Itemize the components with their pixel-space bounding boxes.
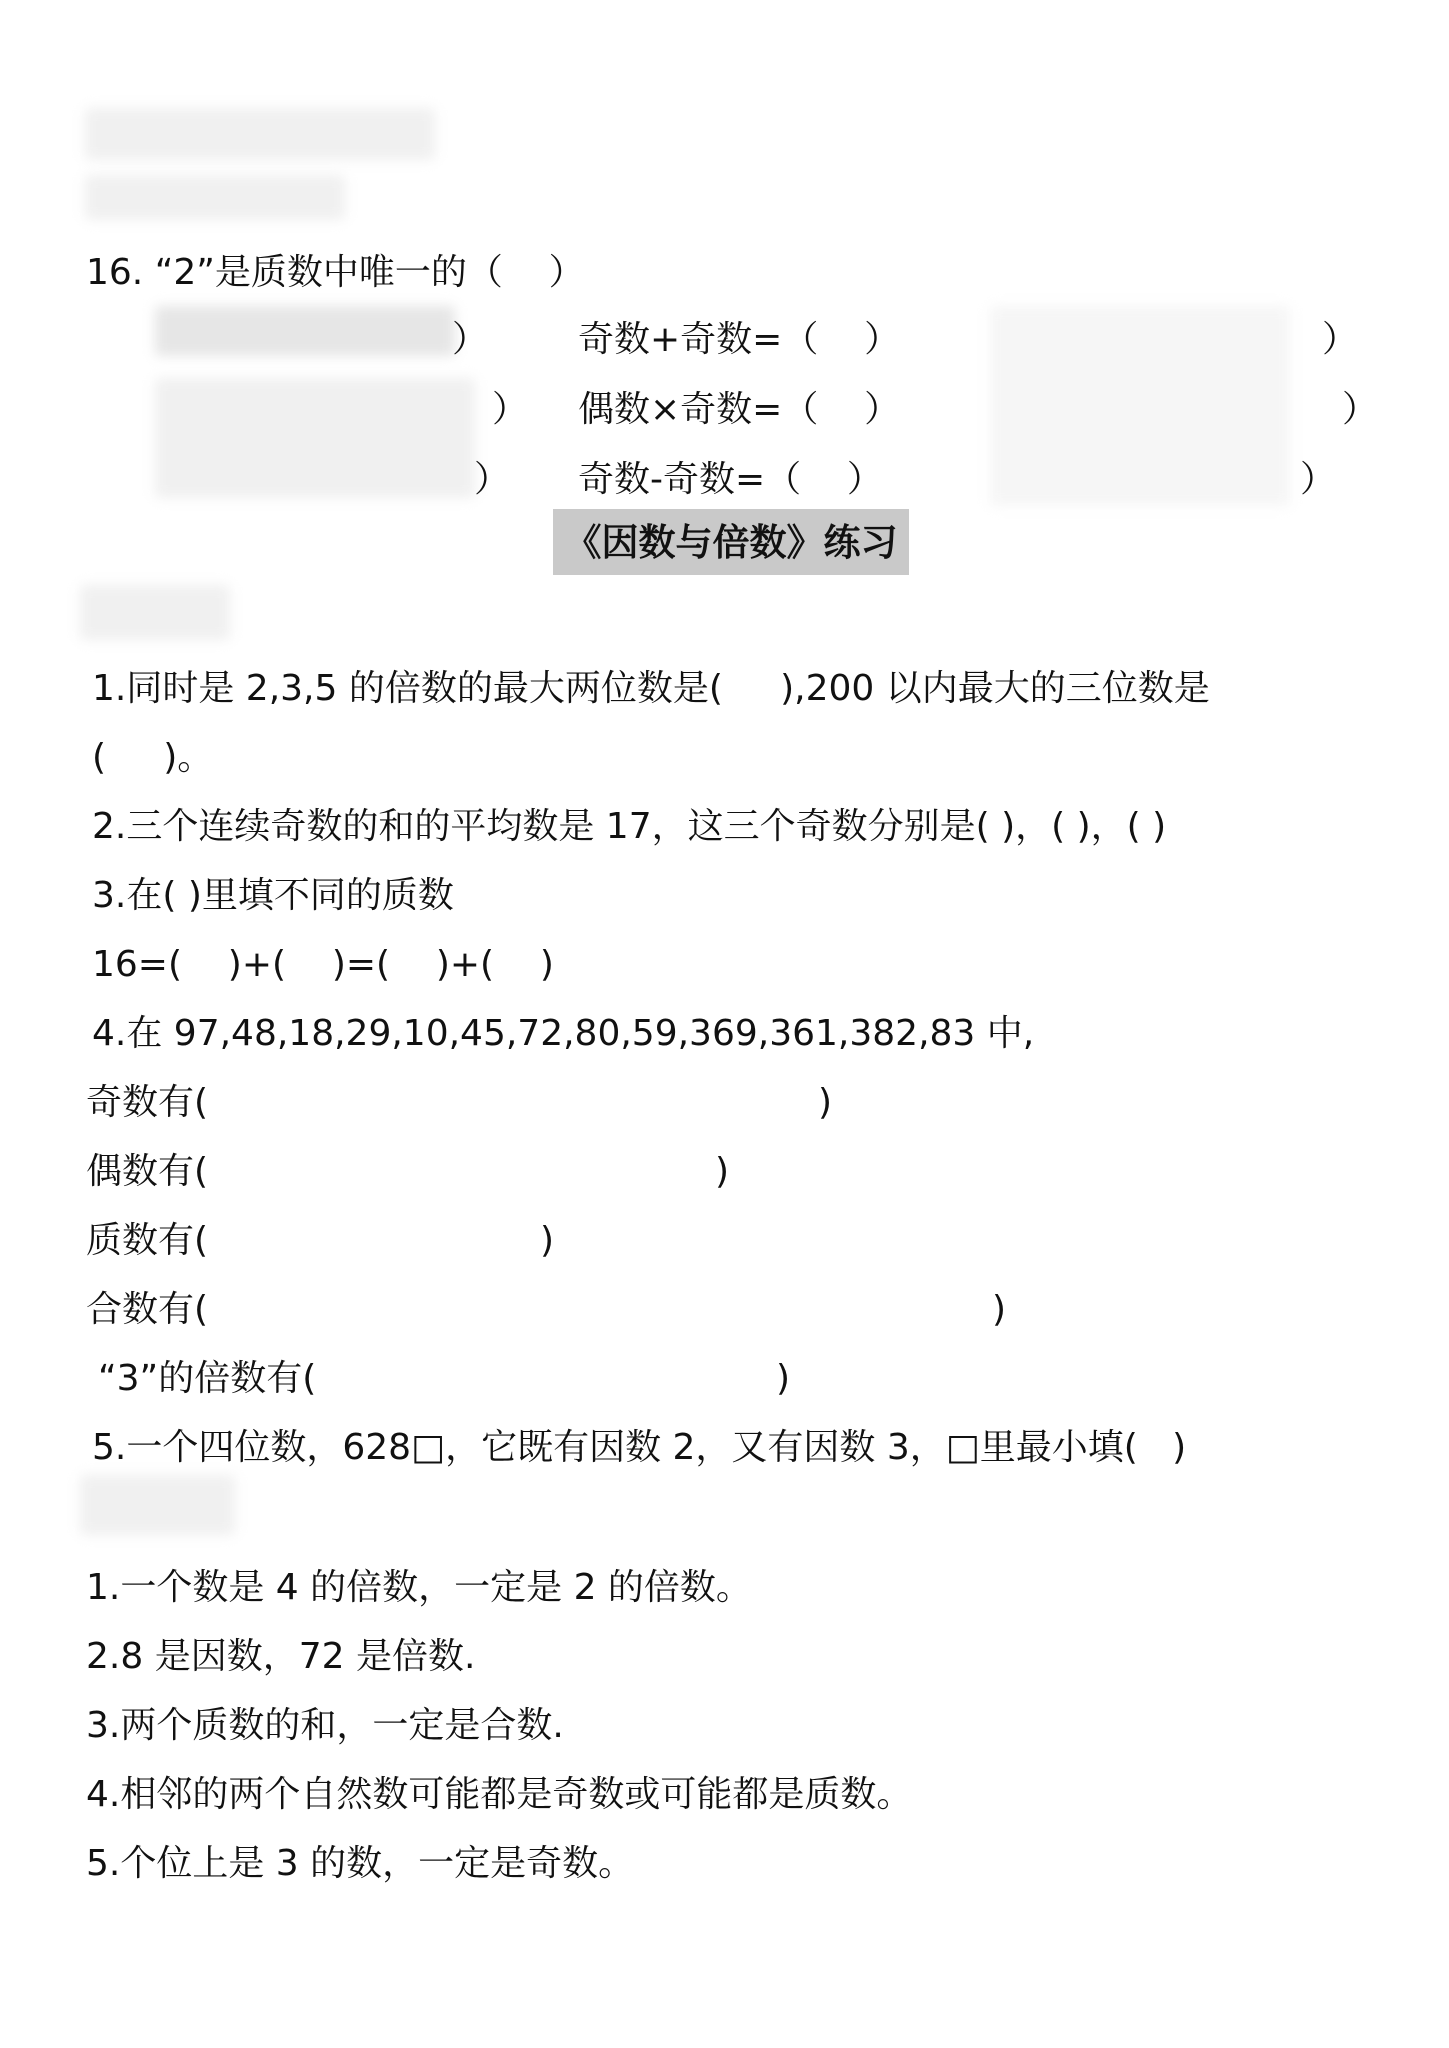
prime-numbers-close: ) bbox=[540, 1220, 555, 1261]
judgement-1: 1.一个数是 4 的倍数，一定是 2 的倍数。 bbox=[86, 1567, 752, 1608]
composite-numbers-label: 合数有( bbox=[86, 1289, 209, 1330]
faded-section-label bbox=[80, 585, 230, 640]
question-3-equation: 16=( )+( )=( )+( ) bbox=[92, 944, 554, 985]
faded-left-column bbox=[155, 306, 455, 356]
left-paren-r1: ） bbox=[452, 319, 489, 360]
odd-plus-odd: 奇数+奇数=（ ） bbox=[578, 319, 901, 360]
even-numbers-close: ) bbox=[715, 1151, 730, 1192]
question-16: 16. “2”是质数中唯一的（ ） bbox=[86, 252, 585, 293]
multiples-of-3-label: “3”的倍数有( bbox=[98, 1358, 317, 1399]
judgement-2: 2.8 是因数，72 是倍数. bbox=[86, 1636, 476, 1677]
faded-left-column bbox=[155, 378, 475, 498]
question-5: 5.一个四位数，628□，它既有因数 2，又有因数 3，□里最小填( ) bbox=[92, 1427, 1187, 1468]
prime-numbers-label: 质数有( bbox=[86, 1220, 209, 1261]
right-paren-r3: ） bbox=[1300, 459, 1337, 500]
composite-numbers-close: ) bbox=[992, 1289, 1007, 1330]
odd-numbers-close: ) bbox=[818, 1082, 833, 1123]
question-1: 1.同时是 2,3,5 的倍数的最大两位数是( ),200 以内最大的三位数是 bbox=[92, 668, 1210, 709]
faded-header bbox=[85, 175, 345, 220]
left-paren-r2: ） bbox=[492, 389, 529, 430]
faded-section-label bbox=[80, 1475, 235, 1535]
right-paren-r1: ） bbox=[1322, 319, 1359, 360]
question-3: 3.在( )里填不同的质数 bbox=[92, 875, 454, 916]
worksheet-title: 《因数与倍数》练习 bbox=[553, 509, 909, 575]
judgement-5: 5.个位上是 3 的数，一定是奇数。 bbox=[86, 1843, 635, 1884]
question-1-continued: ( )。 bbox=[92, 737, 214, 778]
even-times-odd: 偶数×奇数=（ ） bbox=[578, 389, 901, 430]
left-paren-r3: ） bbox=[474, 459, 511, 500]
question-4: 4.在 97,48,18,29,10,45,72,80,59,369,361,382,83 中, bbox=[92, 1013, 1035, 1054]
multiples-of-3-close: ) bbox=[776, 1358, 791, 1399]
faded-right-column bbox=[990, 306, 1290, 506]
faded-header bbox=[85, 108, 435, 160]
question-2: 2.三个连续奇数的和的平均数是 17，这三个奇数分别是( )，( )，( ) bbox=[92, 806, 1167, 847]
judgement-3: 3.两个质数的和，一定是合数. bbox=[86, 1705, 564, 1746]
odd-minus-odd: 奇数-奇数=（ ） bbox=[578, 459, 883, 500]
even-numbers-label: 偶数有( bbox=[86, 1151, 209, 1192]
judgement-4: 4.相邻的两个自然数可能都是奇数或可能都是质数。 bbox=[86, 1774, 913, 1815]
odd-numbers-label: 奇数有( bbox=[86, 1082, 209, 1123]
right-paren-r2: ） bbox=[1342, 389, 1379, 430]
